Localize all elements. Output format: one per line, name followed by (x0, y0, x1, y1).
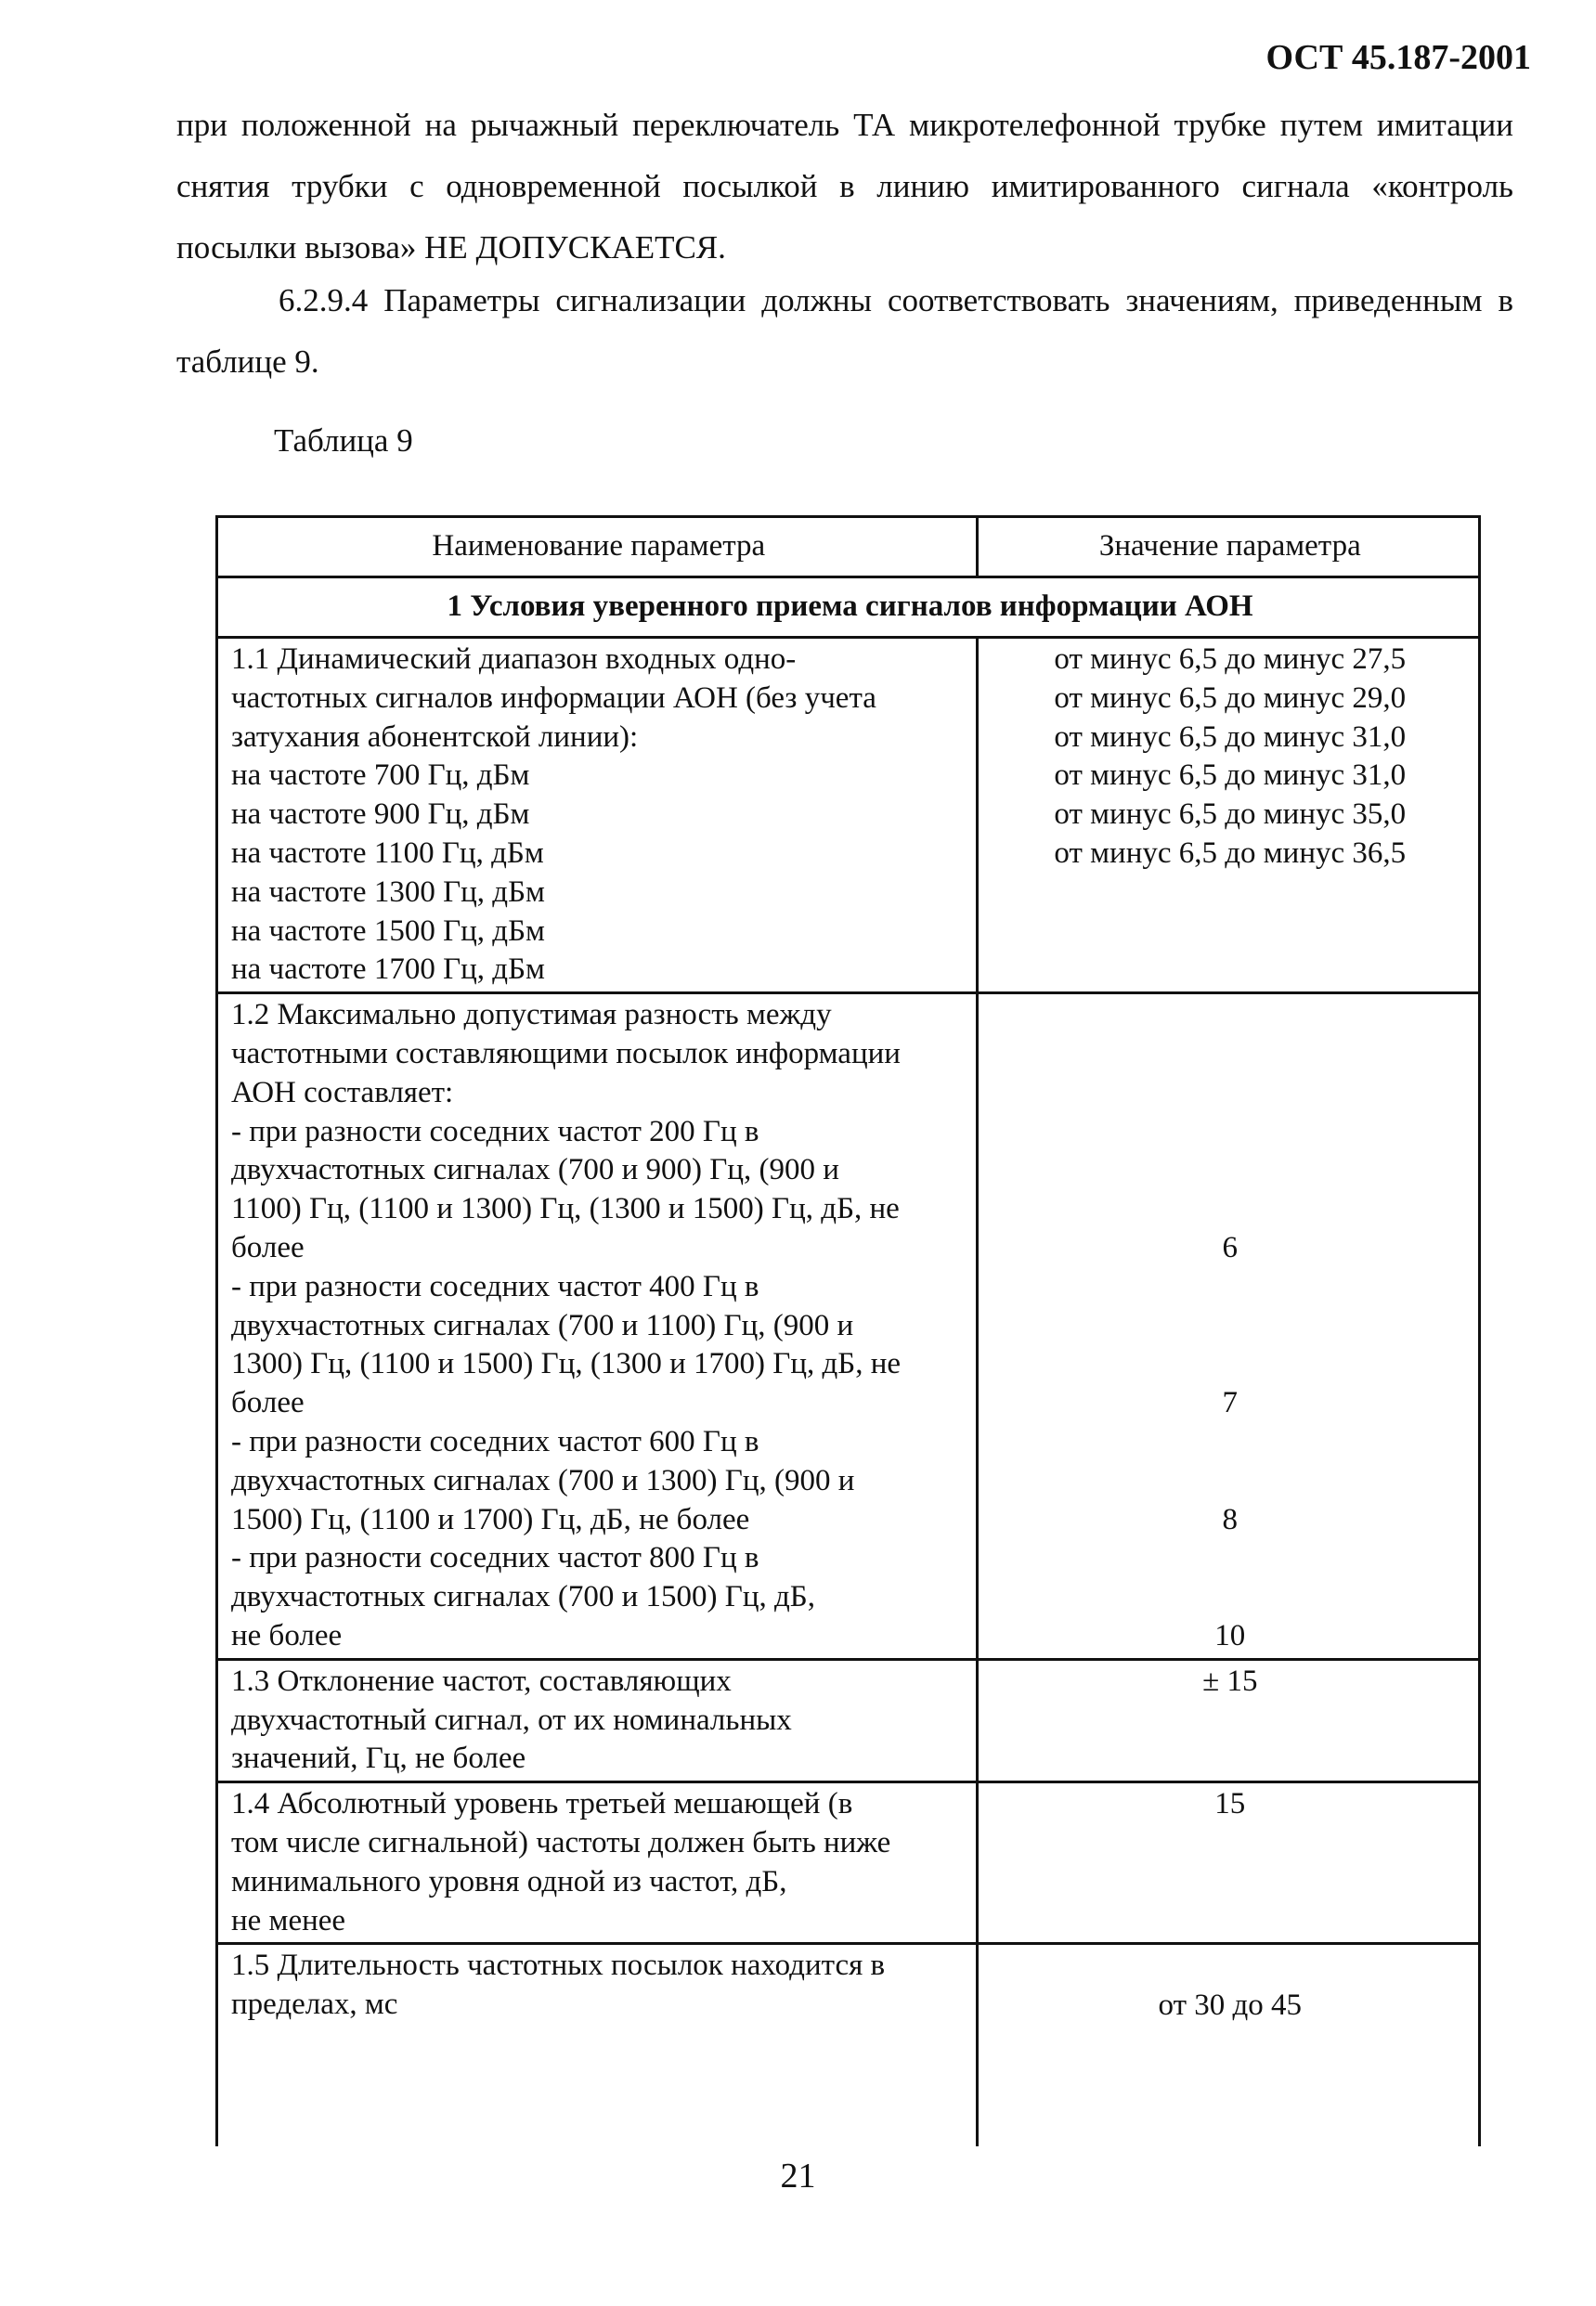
value-line (992, 1539, 1469, 1578)
value-line (992, 1035, 1469, 1074)
value-line (992, 1578, 1469, 1617)
param-1-5-name (217, 1944, 978, 2147)
param-1-5-value: от 30 до 45 (977, 1944, 1479, 2147)
text-line: значений, Гц, не более (231, 1742, 526, 1776)
text-line: 1.1 Динамический диапазон входных одно- (231, 642, 797, 676)
text-line: - при разности соседних частот 600 Гц в (231, 1424, 759, 1458)
text-line: двухчастотных сигналах (700 и 1100) Гц, (900 и (231, 1308, 854, 1342)
text-line: 1.4 Абсолютный уровень третьей мешающей (в (231, 1787, 853, 1821)
text-line: том числе сигнальной) частоты должен быть ниже (231, 1825, 891, 1859)
text-line: - при разности соседних частот 800 Гц в (231, 1541, 759, 1575)
section-row (217, 577, 1480, 638)
table-row (217, 638, 1480, 993)
text-line: не более (231, 1618, 343, 1652)
text-line: 1100) Гц, (1100 и 1300) Гц, (1300 и 1500) Гц, дБ, не (231, 1192, 900, 1226)
value-line (992, 1423, 1469, 1462)
value-line: от минус 6,5 до минус 29,0 (1054, 680, 1407, 715)
text-line: на частоте 900 Гц, дБм (231, 797, 530, 832)
value-line: от минус 6,5 до минус 27,5 (1054, 642, 1407, 676)
text-line: более (231, 1230, 305, 1264)
value-line: 8 (1222, 1502, 1239, 1536)
param-1-4-value: 15 (977, 1782, 1479, 1944)
text-line: двухчастотных сигналах (700 и 1500) Гц, дБ, (231, 1580, 815, 1614)
text-line: 1.2 Максимально допустимая разность между (231, 998, 832, 1032)
value-line: 6 (1222, 1230, 1239, 1264)
table-caption: Таблица 9 (274, 422, 413, 459)
text-line: АОН составляет: (231, 1075, 454, 1109)
text-line: 1.3 Отклонение частот, составляющих (231, 1664, 732, 1698)
text-line: - при разности соседних частот 400 Гц в (231, 1269, 759, 1303)
param-1-3-name (217, 1659, 978, 1781)
header-parameter-name: Наименование параметра (217, 517, 978, 577)
text-line: 1300) Гц, (1100 и 1500) Гц, (1300 и 1700) Гц, дБ, не (231, 1347, 902, 1381)
text-line: затухания абонентской линии): (231, 719, 639, 754)
text-line: двухчастотных сигналах (700 и 1300) Гц, (900 и (231, 1463, 855, 1497)
text-line: 1.5 Длительность частотных посылок находится в (231, 1949, 886, 1983)
value-line (992, 1345, 1469, 1384)
value-line: 10 (1214, 1618, 1246, 1652)
value-line (992, 1074, 1469, 1113)
parameters-table (215, 515, 1481, 2146)
value-line (992, 1307, 1469, 1346)
header-parameter-value: Значение параметра (977, 517, 1479, 577)
table-header-row (217, 517, 1480, 577)
paragraph-continuation: при положенной на рычажный переключатель ТА микротелефонной трубке путем имитации снятия трубки с одновременной посылкой в линию имитированного сигнала «контроль посылки вызова» НЕ ДОПУСКАЕТСЯ. (176, 107, 1513, 266)
value-line (992, 1151, 1469, 1190)
text-line: на частоте 700 Гц, дБм (231, 758, 530, 793)
text-line: на частоте 1100 Гц, дБм (231, 836, 544, 870)
text-line: на частоте 1300 Гц, дБм (231, 874, 545, 909)
text-line: двухчастотных сигналах (700 и 900) Гц, (900 и (231, 1153, 839, 1187)
page-number: 21 (780, 2157, 816, 2196)
text-line: на частоте 1700 Гц, дБм (231, 952, 545, 987)
value-line: от минус 6,5 до минус 35,0 (1054, 797, 1407, 832)
section-title: 1 Условия уверенного приема сигналов информации АОН (217, 577, 1480, 638)
text-line: - при разности соседних частот 200 Гц в (231, 1114, 759, 1148)
text-line: 1500) Гц, (1100 и 1700) Гц, дБ, не более (231, 1502, 750, 1536)
param-1-1-values (977, 638, 1479, 993)
table-row (217, 993, 1480, 1660)
text-line: пределах, мс (231, 1988, 398, 2022)
table-row (217, 1782, 1480, 1944)
paragraph-6-2-9-4: 6.2.9.4 Параметры сигнализации должны соответствовать значениям, приведенным в таблице 9. (176, 282, 1513, 380)
param-1-3-value: ± 15 (977, 1659, 1479, 1781)
value-line (992, 1113, 1469, 1152)
value-line: 7 (1222, 1386, 1239, 1420)
document-code: ОСТ 45.187-2001 (1265, 38, 1531, 77)
text-line: не менее (231, 1903, 346, 1937)
param-1-2-name (217, 993, 978, 1660)
value-line (992, 996, 1469, 1035)
value-line: от минус 6,5 до минус 31,0 (1054, 758, 1407, 793)
value-line (992, 1268, 1469, 1307)
table-row (217, 1659, 1480, 1781)
value-line (992, 1462, 1469, 1501)
text-line: частотных сигналов информации АОН (без учета (231, 680, 876, 715)
value-line: от минус 6,5 до минус 36,5 (1054, 836, 1407, 870)
text-line: минимального уровня одной из частот, дБ, (231, 1864, 787, 1898)
value-line (992, 1190, 1469, 1229)
text-line: двухчастотный сигнал, от их номинальных (231, 1703, 792, 1737)
param-1-4-name (217, 1782, 978, 1944)
text-line: более (231, 1386, 305, 1420)
table-row (217, 1944, 1480, 2147)
value-line: от минус 6,5 до минус 31,0 (1054, 719, 1407, 754)
text-line: на частоте 1500 Гц, дБм (231, 913, 545, 948)
param-1-2-values (977, 993, 1479, 1660)
text-line: частотными составляющими посылок информации (231, 1036, 901, 1070)
param-1-1-name (217, 638, 978, 993)
